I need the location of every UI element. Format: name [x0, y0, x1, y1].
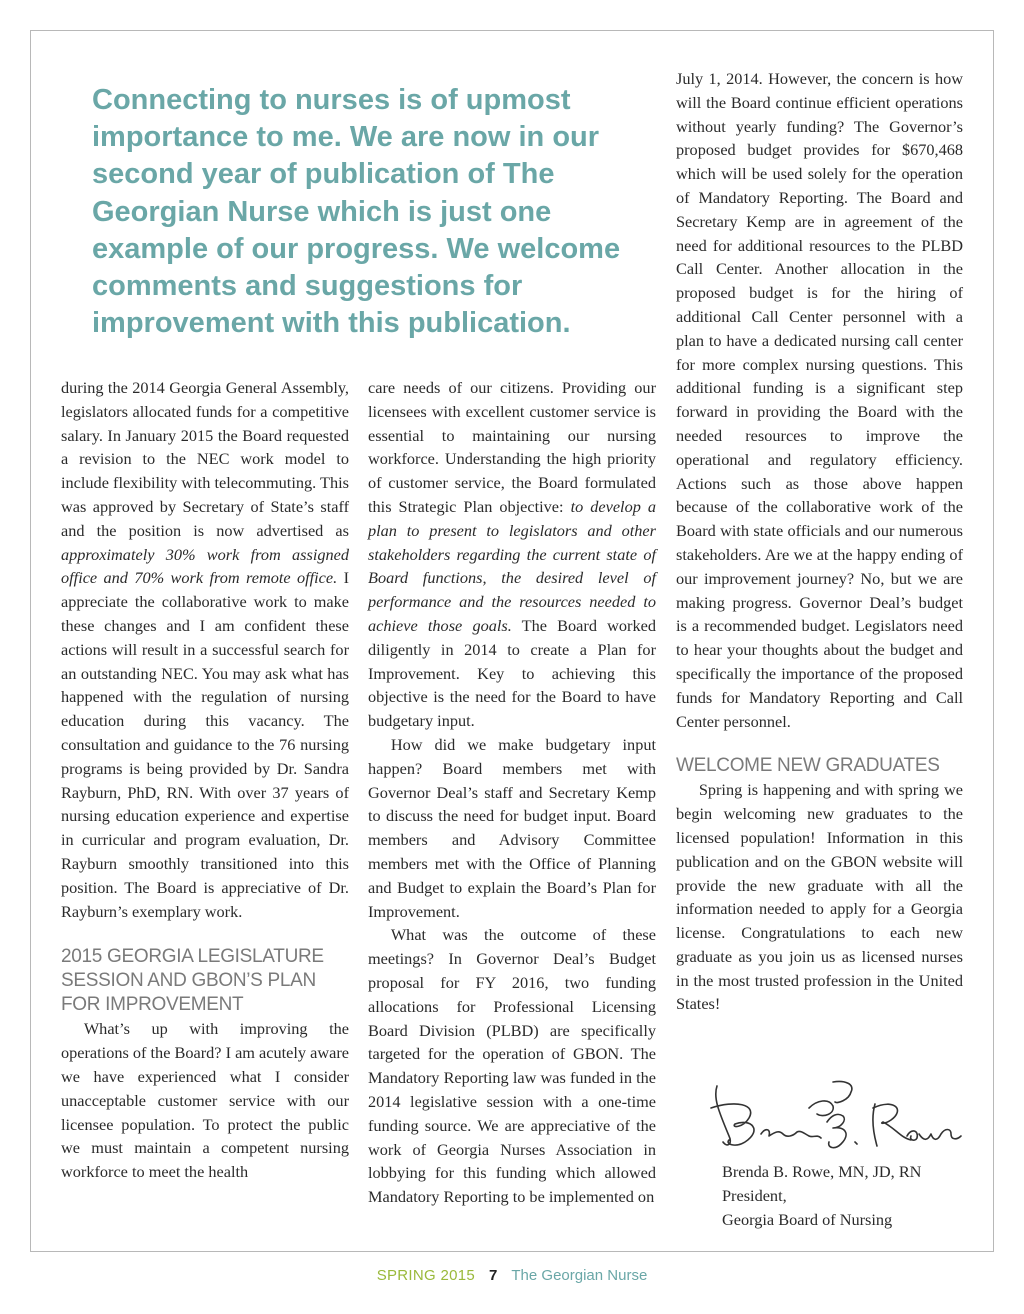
col1-paragraph-2: What’s up with improving the operations of the Board? I am acutely aware we have experienced what I consider unacceptable customer service with our licensee population. To protect the public we must maintain a competent nursing workforce to meet the health: [61, 1019, 349, 1182]
signature-block: [722, 1160, 921, 1231]
signer-name: Brenda B. Rowe, MN, JD, RN: [722, 1162, 922, 1181]
col2-paragraph-1: [368, 376, 656, 733]
page-footer: [0, 1267, 1024, 1284]
column-2: [368, 376, 656, 1209]
col1-p1-text-b: I appreciate the collaborative work to make these changes and I am confident these actions will result in a successful search for an outstanding NEC. You may ask what has happened with the regulation of nursing education during this vacancy. The consultation and guidance to the 76 nursing programs is being provided by Dr. Sandra Rayburn, PhD, RN. With over 37 years of nursing education experience and expertise in curricular and program evaluation, Dr. Rayburn smoothly transitioned into this position. The Board is appreciative of Dr. Rayburn’s exemplary work.: [61, 568, 349, 921]
footer-page-number: 7: [489, 1267, 498, 1284]
section-heading-graduates: WELCOME NEW GRADUATES: [676, 755, 940, 777]
col2-p1-text-a: care needs of our citizens. Providing our licensees with excellent customer service is essential to maintaining our nursing workforce. Understanding the high priority of customer service, the Board formulated this Strategic Plan objective:: [368, 378, 656, 516]
signer-title: President,: [722, 1185, 787, 1205]
col2-p1-text-b: The Board worked diligently in 2014 to create a Plan for Improvement. Key to achieving this objective is the need for the Board to have budgetary input.: [368, 615, 656, 731]
signer-organization: Georgia Board of Nursing: [722, 1209, 893, 1229]
column-1: [61, 376, 349, 1184]
section-heading-legislature: 2015 GEORGIA LEGISLATURE SESSION AND GBON’S PLAN FOR IMPROVEMENT: [61, 946, 324, 1016]
col1-p1-italic: approximately 30% work from assigned office and 70% work from remote office.: [61, 544, 349, 588]
col2-paragraph-3: What was the outcome of these meetings? In Governor Deal’s Budget proposal for FY 2016, two funding allocations for Professional Licensing Board Division (PLBD) are specifically targeted for the operation of GBON. The Mandatory Reporting law was funded in the 2014 legislative session with a one-time funding source. We are appreciative of the work of Georgia Nurses Association in lobbying for this funding which allowed Mandatory Reporting to be implemented on: [368, 925, 656, 1207]
column-3: [676, 67, 963, 1016]
col2-paragraph-2: How did we make budgetary input happen? Board members met with Governor Deal’s staff and Secretary Kemp to discuss the need for budget input. Board members and Advisory Committee members met with the Office of Planning and Budget to explain the Board’s Plan for Improvement.: [368, 734, 656, 921]
col1-paragraph-1: [61, 376, 349, 923]
footer-publication: The Georgian Nurse: [511, 1267, 648, 1284]
pull-quote: Connecting to nurses is of upmost importance to me. We are now in our second year of publication of The Georgian Nurse which is just one example of our progress. We welcome comments and suggestions for improvement with this publication.: [92, 84, 621, 340]
col3-paragraph-2: Spring is happening and with spring we begin welcoming new graduates to the licensed population! Information in this publication and on the GBON website will provide the new graduate with all the information needed to apply for a Georgia license. Congratulations to each new graduate as you join us as licensed nurses in the most trusted profession in the United States!: [676, 780, 963, 1014]
col3-paragraph-1: July 1, 2014. However, the concern is how will the Board continue efficient operations without yearly funding? The Governor’s proposed budget provides for $670,468 which will be used solely for the operation of Mandatory Reporting. The Board and Secretary Kemp are in agreement of the need for additional resources to the PLBD Call Center. Another allocation in the proposed budget is for the hiring of additional Call Center personnel with a plan to have a dedicated nursing call center for more complex nursing questions. This additional funding is a significant step forward in providing the Board with the needed resources to improve the operational and regulatory efficiency. Actions such as those above happen because of the collaborative work of the Board with state officials and our numerous stakeholders. Are we at the happy ending of our improvement journey? No, but we are making progress. Governor Deal’s budget is a recommended budget. Legislators need to hear your thoughts about the budget and specifically the importance of the proposed funds for Mandatory Reporting and Call Center personnel.: [676, 69, 963, 731]
col2-p1-italic: to develop a plan to present to legislators and other stakeholders regarding the current state of Board functions, the desired level of performance and the resources needed to achieve those goals.: [368, 496, 657, 635]
col1-p1-text-a: during the 2014 Georgia General Assembly, legislators allocated funds for a competitive salary. In January 2015 the Board requested a revision to the NEC work model to include flexibility with telecommuting. This was approved by Secretary of State’s staff and the position is now advertised as: [61, 378, 349, 540]
footer-issue: SPRING 2015: [376, 1267, 476, 1284]
handwritten-signature: [705, 1078, 965, 1156]
